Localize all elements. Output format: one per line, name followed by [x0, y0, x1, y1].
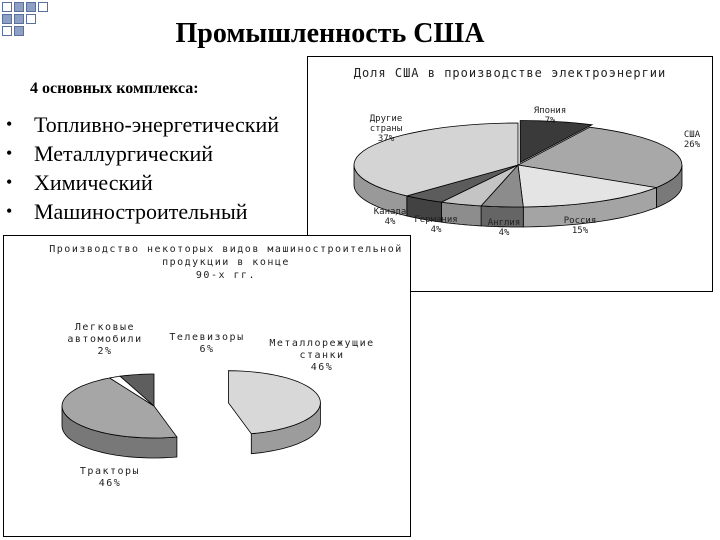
- bullet-dot: •: [6, 114, 13, 134]
- bullet-item: [2, 168, 279, 197]
- bullet-text: Машиностроительный: [34, 199, 248, 224]
- chart-title-line: 90-х гг.: [195, 270, 257, 281]
- slice-label-россия: 15%: [571, 226, 589, 236]
- slice-label-япония: 7%: [544, 116, 556, 126]
- chart-title-line: Производство некоторых видов машиностроительной: [49, 244, 403, 255]
- slice-label-легковые-автомобили: 2%: [97, 346, 113, 357]
- slice-label-тракторы: 46%: [98, 478, 122, 489]
- slice-label-россия: Россия: [563, 216, 597, 226]
- bullet-item: [2, 110, 279, 139]
- slice-label-легковые-автомобили: Легковые: [74, 322, 136, 333]
- machinery-production-pie: [4, 236, 410, 536]
- bullet-dot: •: [6, 143, 13, 163]
- slice-label-телевизоры: 6%: [199, 344, 215, 355]
- bullet-list: [2, 110, 279, 226]
- slice-label-сша: США: [683, 130, 701, 140]
- machinery-production-chart: [3, 235, 411, 537]
- slice-label-англия: Англия: [487, 218, 521, 228]
- slice-label-легковые-автомобили: автомобили: [67, 334, 143, 345]
- slice-label-канада: Канада: [373, 207, 407, 217]
- slice-label-сша: 26%: [683, 140, 701, 150]
- chart-title-line: продукции в конце: [162, 257, 290, 268]
- slice-label-другие-страны: 37%: [377, 134, 395, 144]
- slice-label-германия: 4%: [430, 225, 442, 235]
- bullet-dot: •: [6, 201, 13, 221]
- slice-label-англия: 4%: [498, 228, 510, 238]
- slice-label-металлорежущие-станки: 46%: [310, 362, 334, 373]
- slice-label-тракторы: Тракторы: [79, 466, 141, 477]
- slide-subtitle: 4 основных комплекса:: [30, 80, 199, 97]
- decorative-squares: [0, 0, 70, 40]
- bullet-text: Металлургический: [34, 141, 214, 166]
- slice-label-металлорежущие-станки: Металлорежущие: [269, 338, 375, 349]
- bullet-item: [2, 139, 279, 168]
- slice-label-телевизоры: Телевизоры: [169, 332, 245, 343]
- bullet-text: Топливно-энергетический: [34, 112, 280, 137]
- slice-label-другие-страны: Другие: [369, 114, 403, 124]
- slice-label-канада: 4%: [384, 217, 396, 227]
- slice-label-германия: Германия: [414, 215, 458, 225]
- bullet-item: [2, 197, 279, 226]
- chart-title: Доля США в производстве электроэнергии: [353, 66, 667, 80]
- bullet-dot: •: [6, 172, 13, 192]
- slide-title: Промышленность США: [175, 18, 485, 49]
- slice-label-металлорежущие-станки: станки: [299, 350, 345, 361]
- bullet-text: Химический: [34, 170, 153, 195]
- slice-label-другие-страны: страны: [369, 124, 403, 134]
- slice-label-япония: Япония: [533, 106, 567, 116]
